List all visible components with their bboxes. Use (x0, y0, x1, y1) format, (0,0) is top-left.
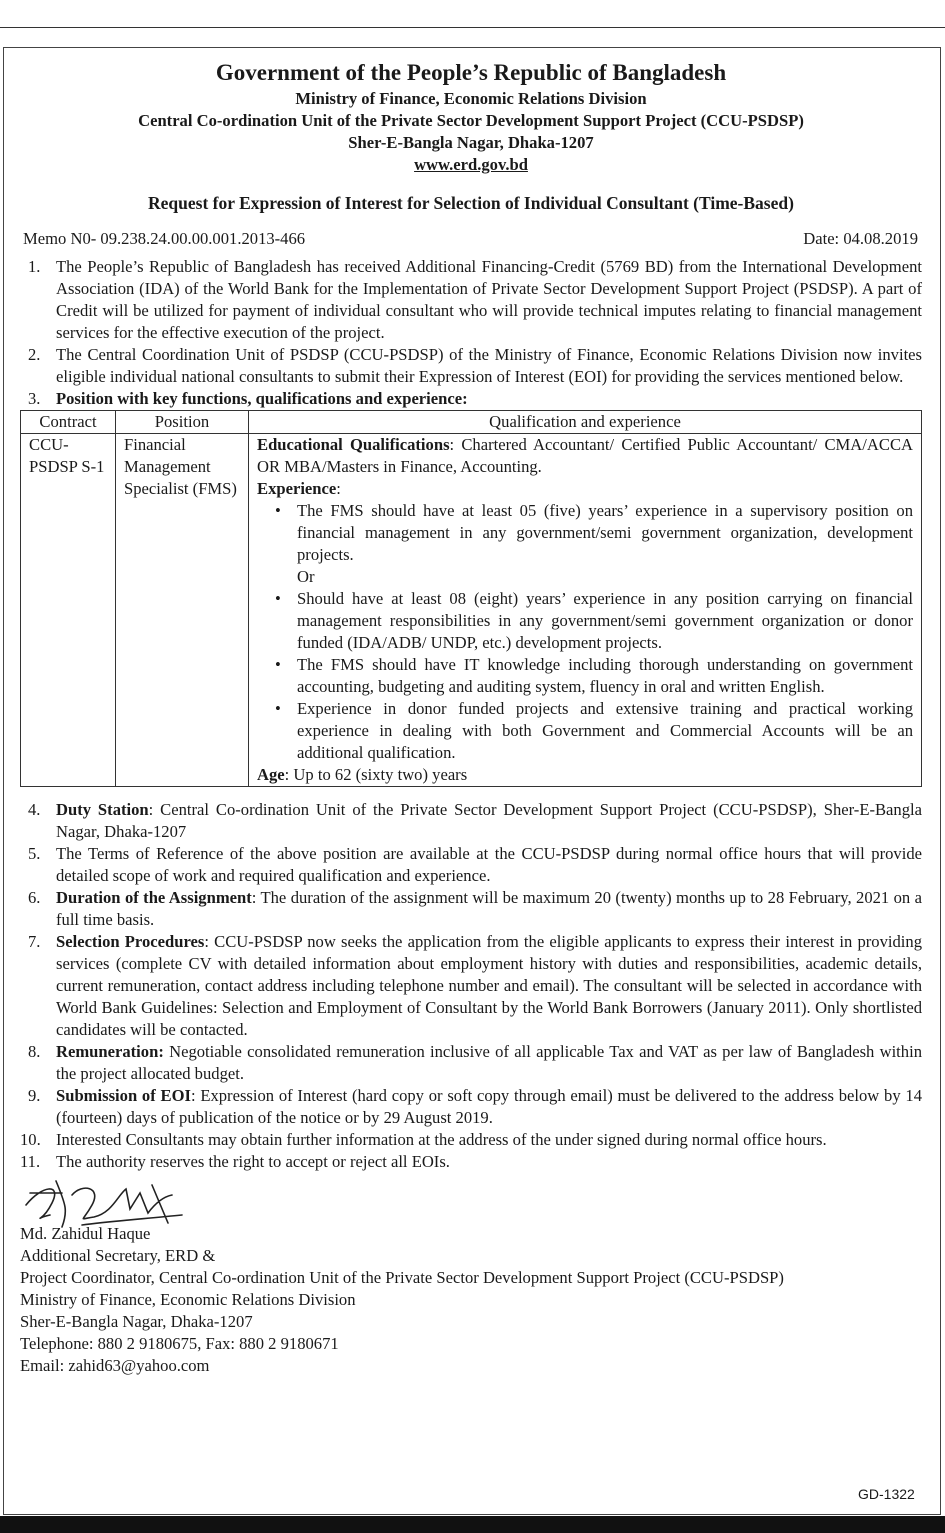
signature-block (20, 1179, 922, 1377)
paragraph-list-top (20, 256, 922, 410)
paragraph-6: 6. Duration of the Assignment: The duration of the assignment will be maximum 20 (twenty) months up to 28 February, 2021 on a full time basis. (28, 888, 923, 929)
signatory-email[interactable]: Email: zahid63@yahoo.com (20, 1356, 210, 1375)
ministry-line: Ministry of Finance, Economic Relations Division (295, 89, 647, 108)
qualification-cell: Educational Qualifications: Chartered Accountant/ Certified Public Accountant/ CMA/ACCA OR MBA/Masters in Finance, Accounting. Experience: • The FMS should have at least 05 (five) years’ experience in a supervisory position on financial management in any government/semi government organization, development projects. Or • Should have at least 08 (eight) years’ experience in any position carrying on financial management responsibilities in any government/semi government organization or donor funded (IDA/ADB/ UNDP, etc.) development projects. • The FMS should have IT knowledge including thorough understanding on government accounting, budgeting and auditing system, fluency in oral and written English. • Experience in donor funded projects and extensive training and practical working experience in dealing with both Government and Commercial Accounts will be an additional qualification. Age: Up to 62 (sixty two) years (249, 434, 922, 787)
paragraph-1: 1. The People’s Republic of Bangladesh has received Additional Financing-Credit (5769 BD) from the International Development Association (IDA) of the World Bank for the Implementation of Private Sector Development Support Project (PSDSP). A part of Credit will be utilized for payment of individual consultant who will provide technical imputes relating to financial management services for the effective execution of the project. (28, 257, 922, 342)
bottom-bar (0, 1516, 945, 1533)
header-qualification: Qualification and experience (249, 411, 922, 434)
experience-item: • The FMS should have at least 05 (five) years’ experience in a supervisory position on financial management in any government/semi government organization, development projects. (297, 500, 913, 566)
edu-text: : Chartered Accountant/ Certified Public Accountant/ CMA/ACCA OR MBA/Masters in Finance, Accounting. (257, 435, 913, 476)
signature-icon (22, 1175, 192, 1235)
header-position: Position (116, 411, 249, 434)
position-table (20, 410, 922, 787)
paragraph-5: 5. The Terms of Reference of the above position are available at the CCU-PSDSP during normal office hours that will provide detailed scope of work and required qualification and experience. (28, 844, 922, 885)
paragraph-list-bottom (20, 799, 922, 1173)
memo-row (20, 228, 922, 250)
paragraph-2: 2. The Central Coordination Unit of PSDSP (CCU-PSDSP) of the Ministry of Finance, Economic Relations Division now invites eligible individual national consultants to submit their Expression of Interest (EOI) for providing the services mentioned below. (28, 345, 922, 386)
paragraph-4: 4. Duty Station: Central Co-ordination Unit of the Private Sector Development Support Project (CCU-PSDSP), Sher-E-Bangla Nagar, Dhaka-1207 (28, 800, 922, 841)
position-cell: Financial Management Specialist (FMS) (116, 434, 249, 787)
website-link[interactable]: www.erd.gov.bd (414, 155, 528, 174)
paragraph-7: 7. Selection Procedures: CCU-PSDSP now seeks the application from the eligible applicants to express their interest in providing services (complete CV with detailed information about employment history with duties and responsibilities, academic details, current remuneration, contact address including telephone number and email). The consultant will be selected in accordance with World Bank Guidelines: Selection and Employment of Consultant by the World Bank Borrowers (January 2011). Only shortlisted candidates will be contacted. (28, 932, 922, 1039)
paragraph-8: 8. Remuneration: Negotiable consolidated remuneration inclusive of all applicable Tax and VAT as per law of Bangladesh within the project allocated budget. (28, 1042, 922, 1083)
signatory-name: Md. Zahidul Haque (20, 1224, 151, 1243)
paragraph-10: 10. Interested Consultants may obtain further information at the address of the under signed during normal office hours. (20, 1130, 827, 1149)
header-contract: Contract (21, 411, 116, 434)
table-row (21, 434, 922, 787)
contract-cell: CCU-PSDSP S-1 (21, 434, 116, 787)
government-title: Government of the People’s Republic of Bangladesh (215, 60, 727, 85)
unit-line: Central Co-ordination Unit of the Private Sector Development Support Project (CCU-PSDSP) (138, 111, 804, 130)
paragraph-3: 3. Position with key functions, qualifications and experience: (28, 389, 468, 408)
edu-label: Educational Qualifications (257, 435, 450, 454)
paragraph-11: 11. The authority reserves the right to accept or reject all EOIs. (20, 1152, 450, 1171)
paragraph-9: 9. Submission of EOI: Expression of Interest (hard copy or soft copy through email) must be delivered to the address below by 14 (fourteen) days of publication of the notice or by 29 August 2019. (28, 1086, 922, 1127)
signatory-address: Sher-E-Bangla Nagar, Dhaka-1207 (20, 1312, 253, 1331)
experience-item: • Should have at least 08 (eight) years’ experience in any position carrying on financial management responsibilities in any government/semi government organization or donor funded (IDA/ADB/ UNDP, etc.) development projects. (297, 588, 913, 654)
signatory-title: Additional Secretary, ERD & (20, 1246, 216, 1265)
memo-date: Date: 04.08.2019 (803, 229, 918, 248)
memo-number: Memo N0- 09.238.24.00.00.001.2013-466 (23, 229, 306, 248)
request-title: Request for Expression of Interest for Selection of Individual Consultant (Time-Based) (148, 193, 794, 213)
signatory-role: Project Coordinator, Central Co-ordination Unit of the Private Sector Development Support Project (CCU-PSDSP) (20, 1268, 784, 1287)
exp-label: Experience (257, 479, 337, 498)
signatory-ministry: Ministry of Finance, Economic Relations Division (20, 1290, 356, 1309)
age-label: Age (257, 765, 285, 784)
age-text: : Up to 62 (sixty two) years (284, 765, 468, 784)
experience-list (257, 500, 913, 566)
or-separator: Or (297, 567, 315, 586)
table-header-row (21, 411, 922, 434)
address-line: Sher-E-Bangla Nagar, Dhaka-1207 (348, 133, 594, 152)
signatory-phone: Telephone: 880 2 9180675, Fax: 880 2 9180671 (20, 1334, 339, 1353)
footer-code: GD-1322 (858, 1486, 915, 1502)
experience-item: • Experience in donor funded projects and extensive training and practical working experience in dealing with both Government and Commercial Accounts will be an additional qualification. (297, 698, 913, 764)
top-rule (0, 27, 945, 28)
experience-item: • The FMS should have IT knowledge including thorough understanding on government accounting, budgeting and auditing system, fluency in oral and written English. (297, 654, 913, 698)
notice-body (20, 57, 922, 1377)
